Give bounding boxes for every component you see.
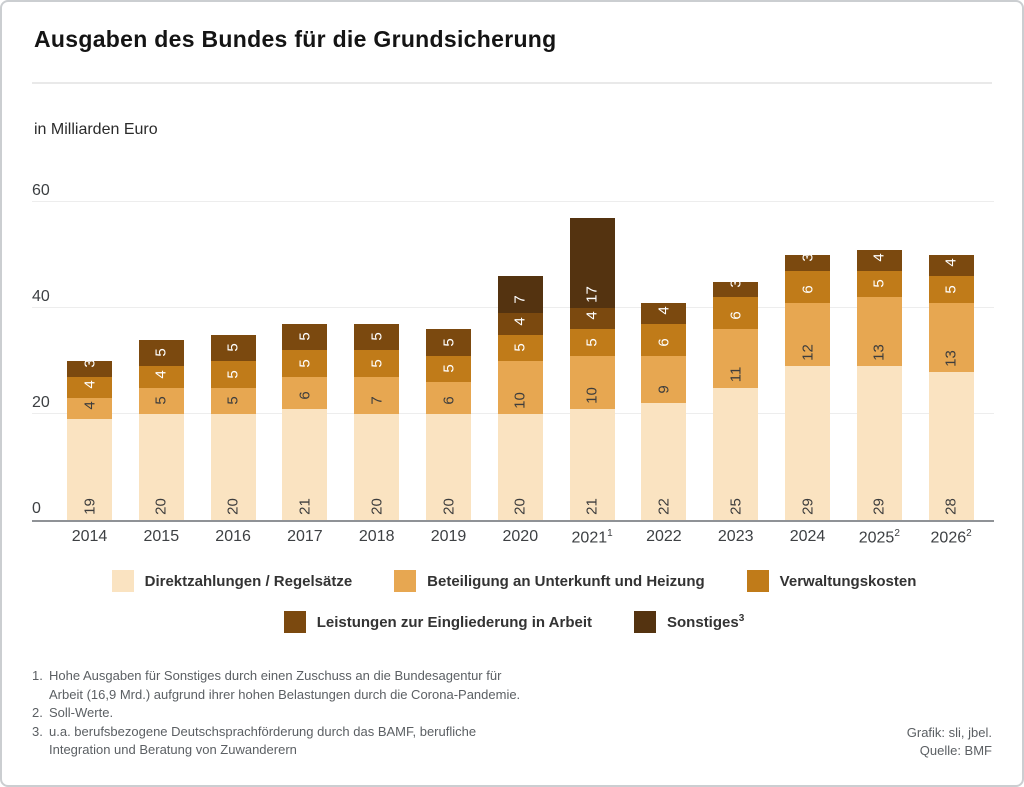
- segment-value-label: 3: [81, 359, 98, 368]
- bar-2015: [139, 184, 184, 520]
- legend-row-1: [2, 570, 1024, 592]
- segment-value-label: 29: [799, 498, 816, 515]
- segment-value-label: 5: [152, 348, 170, 357]
- segment-eingliederung-2019: [426, 329, 471, 356]
- bar-2014: [67, 184, 112, 520]
- segment-direktzahlungen-2016: [211, 414, 256, 520]
- segment-direktzahlungen-2021: [570, 409, 615, 520]
- x-axis-label-2017: 2017: [287, 528, 323, 545]
- segment-direktzahlungen-2026: [929, 372, 974, 520]
- credits: [907, 724, 992, 760]
- segment-direktzahlungen-2023: [713, 388, 758, 521]
- x-axis-label-2025: 2025$^2$: [858, 528, 900, 547]
- segment-value-label: 22: [655, 498, 673, 515]
- bar-2017: [282, 184, 327, 520]
- segment-direktzahlungen-2022: [641, 403, 686, 520]
- segment-value-label: 21: [296, 498, 314, 515]
- legend-swatch-beteiligung: [394, 570, 416, 592]
- unit-label: in Milliarden Euro: [34, 121, 158, 138]
- x-axis-label-2015: 2015: [143, 528, 180, 545]
- segment-beteiligung-2022: [641, 356, 686, 404]
- segment-verwaltungskosten-2022: [641, 324, 686, 356]
- segment-beteiligung-2018: [354, 377, 399, 414]
- segment-beteiligung-2016: [211, 388, 256, 415]
- segment-eingliederung-2021: [570, 308, 615, 329]
- segment-verwaltungskosten-2019: [426, 356, 471, 383]
- segment-value-label: 5: [440, 338, 457, 347]
- segment-value-label: 6: [296, 391, 314, 400]
- x-axis-label-2026: 2026$^2$: [930, 528, 972, 547]
- x-axis-label-2021: 2021$^1$: [571, 528, 613, 547]
- segment-value-label: 6: [440, 396, 457, 405]
- segment-sonstiges-2021: [570, 218, 615, 308]
- segment-value-label: 20: [368, 498, 386, 515]
- legend-swatch-verwaltungskosten: [747, 570, 769, 592]
- segment-eingliederung-2014: [67, 361, 112, 377]
- legend-label-eingliederung: Leistungen zur Eingliederung in Arbeit: [316, 613, 593, 631]
- bar-2016: [211, 184, 256, 520]
- bar-2019: [426, 184, 471, 520]
- segment-value-label: 5: [224, 396, 242, 405]
- y-axis-tick-0: 0: [32, 500, 41, 517]
- segment-value-label: 20: [224, 498, 242, 515]
- bar-2018: [354, 184, 399, 520]
- segment-value-label: 4: [81, 401, 98, 410]
- legend-label-sonstiges: Sonstiges$^3$: [667, 613, 745, 631]
- segment-eingliederung-2024: [785, 255, 830, 271]
- segment-value-label: 4: [942, 258, 960, 267]
- page-title: Ausgaben des Bundes für die Grundsicherung: [34, 26, 557, 52]
- segment-value-label: 3: [799, 253, 816, 262]
- segment-value-label: 4: [870, 253, 888, 262]
- footnote-marker: 1.: [32, 668, 43, 683]
- segment-value-label: 7: [368, 396, 386, 405]
- segment-beteiligung-2023: [713, 329, 758, 387]
- segment-value-label: 5: [583, 338, 601, 347]
- segment-verwaltungskosten-2018: [354, 350, 399, 377]
- segment-eingliederung-2023: [713, 279, 758, 298]
- y-axis-tick-40: 40: [32, 288, 50, 305]
- footnote-text: u.a. berufsbezogene Deutschsprachförderung durch das BAMF, berufliche Integration und Beratung von Zuwanderern: [49, 723, 477, 757]
- segment-value-label: 5: [224, 369, 242, 379]
- segment-value-label: 5: [368, 332, 386, 342]
- bar-2022: [641, 184, 686, 520]
- legend-item-verwaltungskosten: [747, 570, 917, 592]
- legend-label-verwaltungskosten: Verwaltungskosten: [779, 572, 917, 590]
- segment-verwaltungskosten-2021: [570, 329, 615, 356]
- legend-item-eingliederung: [284, 611, 592, 633]
- segment-beteiligung-2025: [857, 297, 902, 366]
- segment-verwaltungskosten-2025: [857, 271, 902, 298]
- y-axis-tick-60: 60: [32, 182, 50, 199]
- segment-value-label: 4: [583, 311, 601, 320]
- segment-direktzahlungen-2015: [139, 414, 184, 520]
- legend-swatch-direktzahlungen: [112, 570, 134, 592]
- segment-beteiligung-2020: [498, 361, 543, 414]
- segment-value-label: 13: [942, 349, 960, 367]
- segment-eingliederung-2017: [282, 324, 327, 351]
- bar-2021: [570, 184, 615, 520]
- legend-label-beteiligung: Beteiligung an Unterkunft und Heizung: [427, 572, 705, 590]
- segment-value-label: 5: [440, 364, 457, 373]
- segment-eingliederung-2026: [929, 255, 974, 276]
- segment-direktzahlungen-2017: [282, 409, 327, 520]
- legend-swatch-sonstiges: [634, 611, 656, 633]
- segment-value-label: 20: [440, 498, 457, 515]
- x-axis-label-2014: 2014: [71, 528, 108, 545]
- footnotes: [32, 667, 520, 760]
- segment-value-label: 19: [81, 498, 98, 515]
- segment-verwaltungskosten-2015: [139, 366, 184, 387]
- footnote-2: [32, 704, 520, 723]
- segment-direktzahlungen-2019: [426, 414, 471, 520]
- legend-label-direktzahlungen: Direktzahlungen / Regelsätze: [144, 572, 353, 590]
- segment-value-label: 28: [942, 498, 960, 515]
- x-axis-label-2019: 2019: [430, 528, 467, 545]
- segment-eingliederung-2025: [857, 250, 902, 271]
- segment-value-label: 20: [511, 498, 529, 515]
- bar-2020: [498, 184, 543, 520]
- segment-beteiligung-2014: [67, 398, 112, 419]
- legend-label-superscript: 3: [738, 613, 745, 624]
- segment-beteiligung-2019: [426, 382, 471, 414]
- x-axis-label-2023: 2023: [717, 528, 754, 545]
- x-axis-label-2020: 2020: [502, 528, 539, 545]
- bar-2026: [929, 184, 974, 520]
- segment-verwaltungskosten-2017: [282, 350, 327, 377]
- bar-2024: [785, 184, 830, 520]
- footnote-text: Hohe Ausgaben für Sonstiges durch einen Zuschuss an die Bundesagentur für Arbeit (16,9 Mrd.) aufgrund ihrer hohen Belastungen durch die Corona-Pandemie.: [49, 668, 521, 702]
- footnote-marker: 2.: [32, 705, 43, 720]
- credit-source: Quelle: BMF: [919, 743, 992, 758]
- segment-beteiligung-2015: [139, 388, 184, 415]
- segment-eingliederung-2018: [354, 324, 399, 351]
- segment-value-label: 21: [583, 498, 601, 515]
- segment-direktzahlungen-2024: [785, 366, 830, 520]
- x-axis-label-superscript: 1: [607, 528, 613, 539]
- y-axis-tick-20: 20: [32, 394, 50, 411]
- segment-verwaltungskosten-2014: [67, 377, 112, 398]
- x-axis-label-2022: 2022: [646, 528, 682, 545]
- segment-verwaltungskosten-2020: [498, 335, 543, 362]
- segment-value-label: 20: [152, 498, 170, 515]
- segment-beteiligung-2017: [282, 377, 327, 409]
- segment-direktzahlungen-2018: [354, 414, 399, 520]
- segment-value-label: 5: [152, 396, 170, 405]
- footnote-3: [32, 723, 520, 760]
- x-axis-label-2018: 2018: [358, 528, 395, 545]
- legend-item-beteiligung: [394, 570, 705, 592]
- segment-direktzahlungen-2025: [857, 366, 902, 520]
- segment-value-label: 7: [511, 295, 529, 304]
- segment-value-label: 5: [511, 343, 529, 352]
- title-divider: [32, 82, 992, 84]
- segment-verwaltungskosten-2026: [929, 276, 974, 303]
- legend-row-2: [2, 611, 1024, 633]
- segment-value-label: 12: [799, 344, 816, 362]
- segment-value-label: 13: [870, 344, 888, 362]
- x-axis-label-2016: 2016: [215, 528, 251, 545]
- segment-value-label: 5: [942, 285, 960, 294]
- credit-graphic: Grafik: sli, jbel.: [906, 725, 992, 740]
- segment-value-label: 6: [727, 311, 745, 320]
- bar-2023: [713, 184, 758, 520]
- segment-eingliederung-2020: [498, 313, 543, 334]
- segment-beteiligung-2024: [785, 303, 830, 367]
- segment-eingliederung-2022: [641, 303, 686, 324]
- legend-item-sonstiges: [634, 611, 744, 633]
- stacked-bar-chart: [32, 182, 994, 547]
- segment-direktzahlungen-2014: [67, 419, 112, 520]
- footnote-text: Soll-Werte.: [49, 705, 114, 720]
- segment-value-label: 10: [511, 392, 529, 409]
- footnote-marker: 3.: [32, 723, 43, 739]
- segment-value-label: 4: [511, 316, 529, 326]
- segment-value-label: 5: [870, 279, 888, 289]
- segment-value-label: 9: [655, 385, 673, 395]
- segment-value-label: 5: [368, 359, 386, 368]
- segment-sonstiges-2020: [498, 276, 543, 313]
- segment-value-label: 4: [655, 306, 673, 315]
- segment-verwaltungskosten-2016: [211, 361, 256, 388]
- segment-value-label: 29: [870, 498, 888, 515]
- segment-beteiligung-2021: [570, 356, 615, 409]
- x-axis-label-superscript: 2: [894, 528, 900, 539]
- segment-value-label: 5: [296, 332, 314, 342]
- segment-eingliederung-2015: [139, 340, 184, 367]
- legend-swatch-eingliederung: [284, 611, 306, 633]
- segment-beteiligung-2026: [929, 303, 974, 372]
- segment-eingliederung-2016: [211, 335, 256, 362]
- segment-value-label: 25: [727, 498, 745, 515]
- segment-value-label: 4: [152, 369, 170, 379]
- x-axis-line: [32, 520, 994, 522]
- segment-value-label: 17: [583, 286, 601, 303]
- segment-value-label: 11: [727, 366, 745, 382]
- segment-value-label: 3: [727, 279, 745, 289]
- segment-value-label: 10: [583, 386, 601, 404]
- segment-value-label: 5: [224, 343, 242, 352]
- x-axis-label-superscript: 2: [966, 528, 972, 539]
- segment-value-label: 5: [296, 359, 314, 368]
- segment-verwaltungskosten-2024: [785, 271, 830, 303]
- footnote-1: [32, 667, 520, 704]
- x-axis-label-2024: 2024: [789, 528, 826, 545]
- segment-verwaltungskosten-2023: [713, 297, 758, 329]
- bar-2025: [857, 184, 902, 520]
- legend-item-direktzahlungen: [112, 570, 353, 592]
- segment-value-label: 6: [799, 285, 816, 294]
- segment-direktzahlungen-2020: [498, 414, 543, 520]
- segment-value-label: 6: [655, 338, 673, 347]
- segment-value-label: 4: [81, 380, 98, 389]
